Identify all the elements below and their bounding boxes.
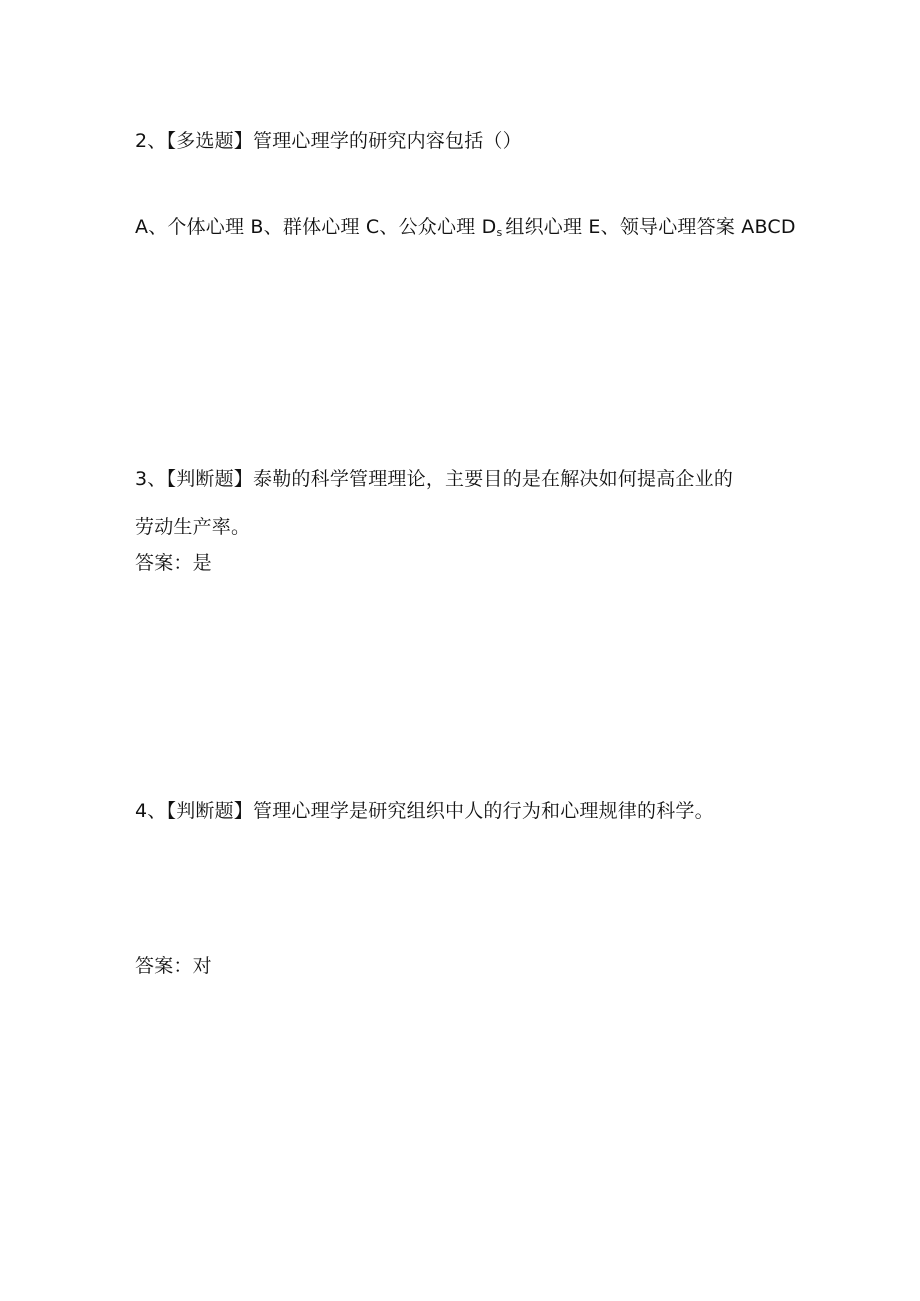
question-4-answer-line: [135, 953, 212, 979]
question-2-options: [135, 214, 796, 246]
question-4-answer: 对: [192, 955, 212, 977]
question-3-type: 【判断题】: [166, 468, 254, 490]
question-2-text: 管理心理学的研究内容包括（）: [253, 130, 522, 152]
question-2-options-suffix: 组织心理 E、领导心理答案: [505, 216, 736, 238]
question-3-stem-continued: [135, 514, 250, 540]
question-3-answer-line: [135, 550, 212, 576]
question-3-stem: [135, 466, 733, 492]
question-2-stem: [135, 128, 522, 154]
question-2-type: 【多选题】: [166, 130, 254, 152]
question-2-answer: ABCD: [741, 216, 796, 238]
question-3-answer-label: 答案：: [135, 552, 193, 574]
question-2-number: 2、: [135, 130, 167, 152]
question-4-type: 【判断题】: [166, 800, 254, 822]
question-2-options-prefix: A、个体心理 B、群体心理 C、公众心理 D: [135, 216, 497, 238]
question-3-number: 3、: [135, 468, 167, 490]
question-4-stem: [135, 798, 714, 824]
question-4-number: 4、: [135, 800, 167, 822]
question-2-options-subscript: s: [496, 226, 503, 239]
question-4-answer-label: 答案：: [135, 955, 193, 977]
question-3-text-line1: 泰勒的科学管理理论，主要目的是在解决如何提高企业的: [253, 468, 734, 490]
question-3-answer: 是: [192, 552, 212, 574]
question-3-text-line2: 劳动生产率。: [135, 516, 251, 538]
question-4-text: 管理心理学是研究组织中人的行为和心理规律的科学。: [253, 800, 714, 822]
